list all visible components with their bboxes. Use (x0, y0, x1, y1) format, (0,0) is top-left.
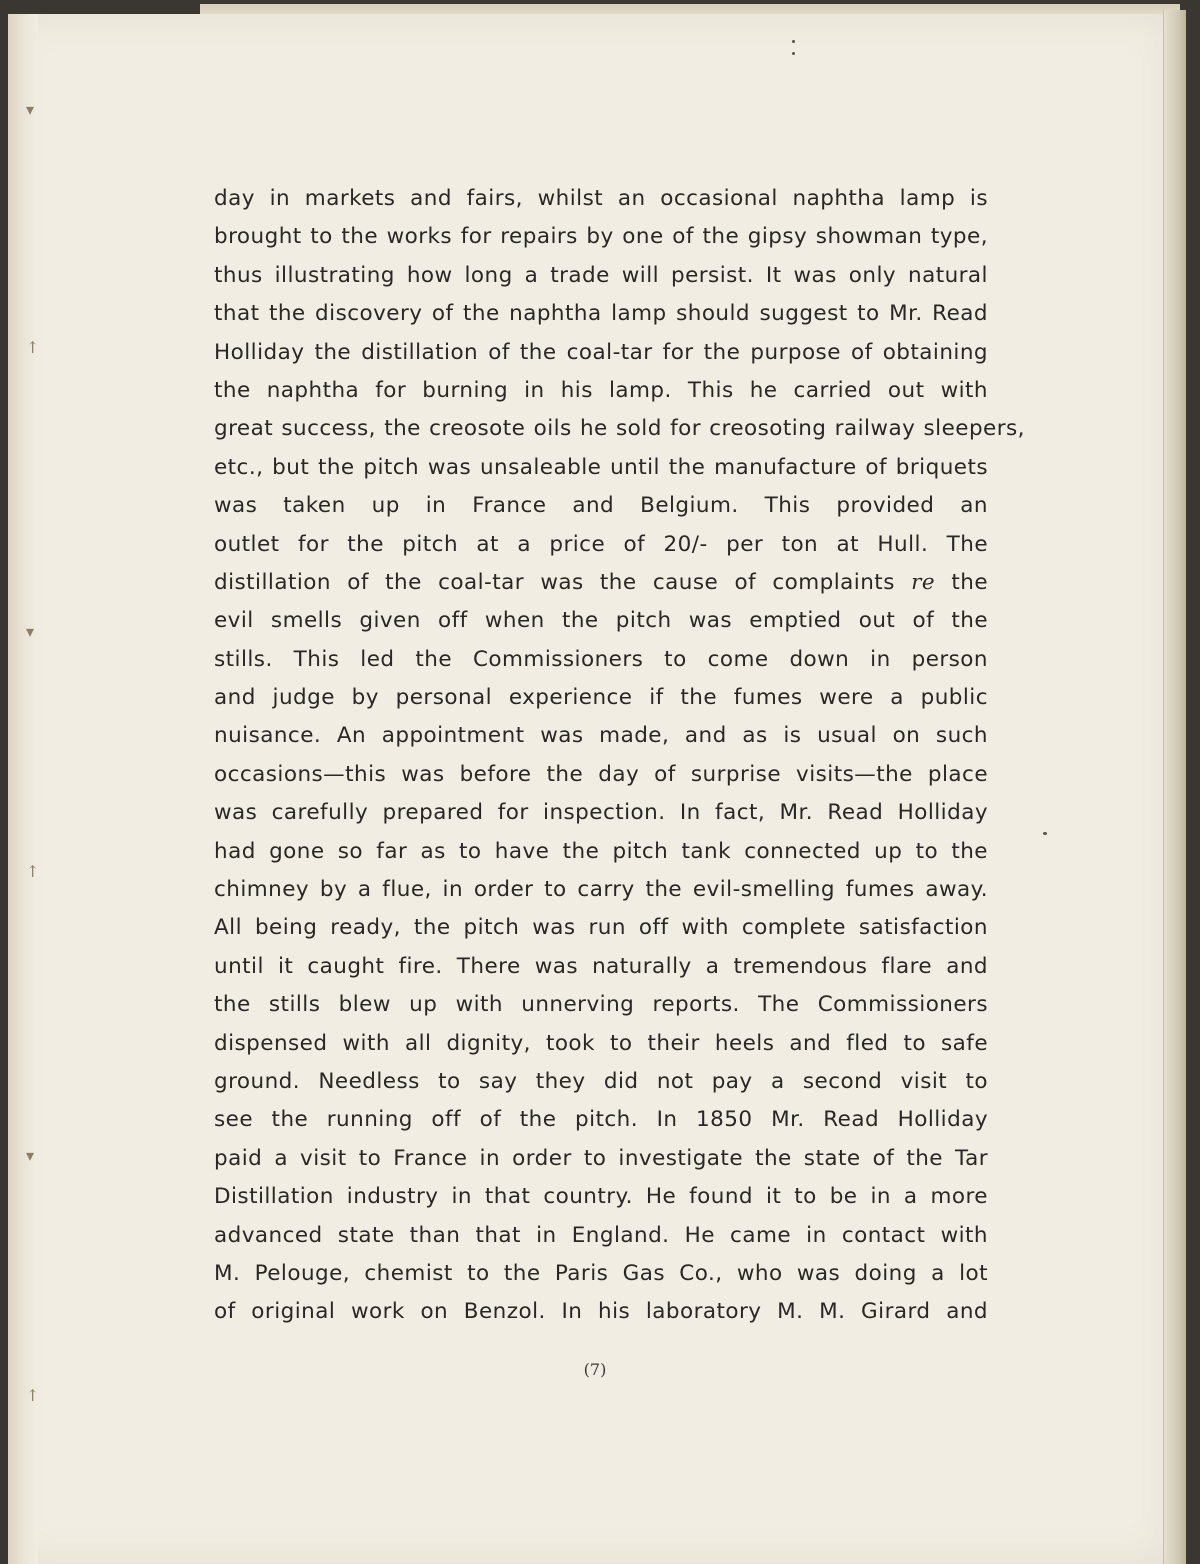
text-line: M. Pelouge, chemist to the Paris Gas Co., who was doing a lot (214, 1260, 988, 1286)
text-line: evil smells given off when the pitch was emptied out of the (214, 608, 988, 634)
text-line: the naphtha for burning in his lamp. This he carried out with (214, 377, 988, 403)
text-line: outlet for the pitch at a price of 20/- per ton at Hull. The (214, 531, 988, 557)
body-text (214, 180, 1025, 1332)
paper-speck (792, 52, 795, 55)
binding-stitch-mark: ↑ (26, 1386, 40, 1405)
text-line: had gone so far as to have the pitch tank connected up to the (214, 838, 988, 864)
text-line: and judge by personal experience if the fumes were a public (214, 685, 988, 711)
binding-stitch-mark: ▾ (26, 1146, 35, 1165)
text-line: dispensed with all dignity, took to their heels and fled to safe (214, 1030, 988, 1056)
text-line: the stills blew up with unnerving reports. The Commissioners (214, 992, 988, 1018)
text-line: Distillation industry in that country. He found it to be in a more (214, 1184, 988, 1210)
text-line: that the discovery of the naphtha lamp should suggest to Mr. Read (214, 301, 988, 327)
text-line: great success, the creosote oils he sold for creosoting railway sleepers, (214, 416, 1025, 442)
binding-gutter (8, 14, 38, 1564)
text-line: day in markets and fairs, whilst an occasional naphtha lamp is (214, 186, 988, 211)
text-line: All being ready, the pitch was run off with complete satisfaction (214, 915, 988, 941)
text-line: was taken up in France and Belgium. This provided an (214, 493, 988, 519)
text-line: brought to the works for repairs by one of the gipsy showman type, (214, 224, 988, 250)
text-line: was carefully prepared for inspection. In fact, Mr. Read Holliday (214, 800, 988, 826)
binding-stitch-mark: ▾ (26, 100, 35, 119)
text-line: thus illustrating how long a trade will persist. It was only natural (214, 262, 988, 288)
paper-speck (1043, 832, 1047, 835)
text-line: nuisance. An appointment was made, and as is usual on such (214, 723, 988, 749)
text-line: etc., but the pitch was unsaleable until the manufacture of briquets (214, 454, 988, 480)
page-number: (7) (583, 1360, 607, 1379)
italic-term: re (911, 569, 936, 595)
text-line: stills. This led the Commissioners to come down in person (214, 646, 988, 672)
page-stack-edge (1163, 10, 1186, 1564)
binding-stitch-mark: ↑ (26, 862, 40, 881)
text-line: paid a visit to France in order to investigate the state of the Tar (214, 1145, 988, 1171)
text-line: distillation of the coal-tar was the cause of complaints re the (214, 569, 988, 595)
binding-stitch-mark: ↑ (26, 338, 40, 357)
text-line: see the running off of the pitch. In 1850 Mr. Read Holliday (214, 1107, 988, 1133)
binding-stitch-mark: ▾ (26, 622, 35, 641)
text-line: chimney by a flue, in order to carry the evil-smelling fumes away. (214, 877, 988, 903)
text-line: ground. Needless to say they did not pay a second visit to (214, 1068, 988, 1094)
text-line: of original work on Benzol. In his laboratory M. M. Girard and (214, 1299, 988, 1325)
text-line: Holliday the distillation of the coal-tar for the purpose of obtaining (214, 339, 988, 365)
text-line: advanced state than that in England. He came in contact with (214, 1222, 988, 1248)
paper-speck (792, 40, 795, 43)
text-line: occasions—this was before the day of surprise visits—the place (214, 761, 988, 787)
text-line: until it caught fire. There was naturally a tremendous flare and (214, 953, 988, 979)
